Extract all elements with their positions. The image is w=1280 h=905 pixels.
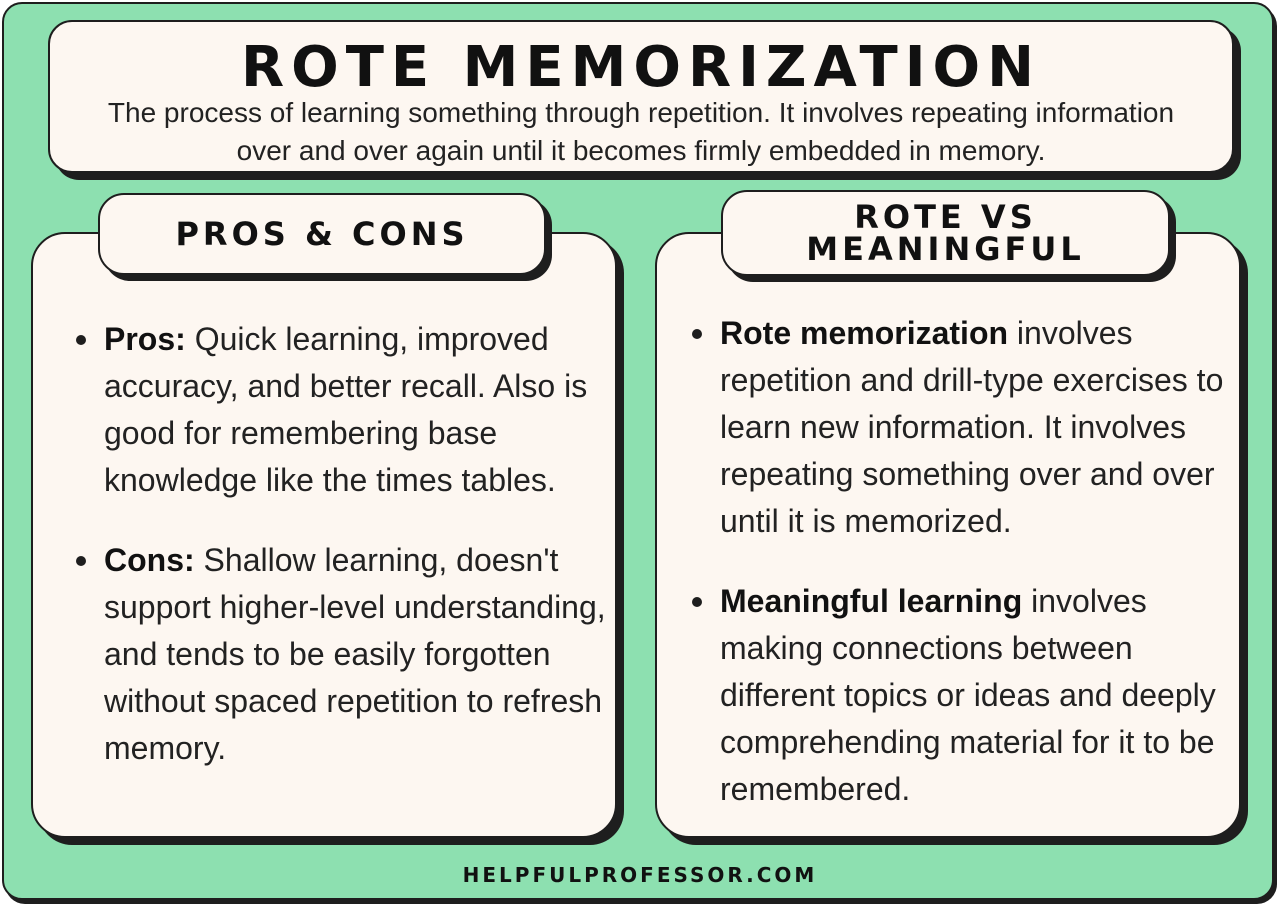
pros-cons-list [58, 316, 624, 805]
list-item [720, 578, 1250, 813]
item-label: Cons: [104, 542, 195, 578]
title-card [48, 20, 1234, 173]
rote-vs-meaningful-heading: ROTE VS MEANINGFUL [721, 190, 1170, 276]
item-label: Pros: [104, 321, 186, 357]
rote-vs-meaningful-list [674, 310, 1250, 846]
item-text: involves making connections between different topics or ideas and deeply comprehending material for it to be remembered. [720, 583, 1216, 807]
page-description: The process of learning something through repetition. It involves repeating information over and over again until it becomes firmly embedded in memory. [107, 97, 1175, 166]
footer-site-link: HELPFULPROFESSOR.COM [462, 863, 818, 887]
page-title: ROTE MEMORIZATION [240, 35, 1042, 100]
item-label: Rote memorization [720, 315, 1009, 351]
item-label: Meaningful learning [720, 583, 1023, 619]
item-text: Quick learning, improved accuracy, and better recall. Also is good for remembering base knowledge like the times tables. [104, 321, 588, 498]
pros-cons-panel [31, 232, 617, 838]
item-text: Shallow learning, doesn't support higher-level understanding, and tends to be easily forgotten without spaced repetition to refresh memory. [104, 542, 606, 766]
pros-cons-heading: PROS & CONS [98, 193, 546, 275]
item-text: involves repetition and drill-type exercises to learn new information. It involves repeating something over and over until it is memorized. [720, 315, 1224, 539]
rote-vs-meaningful-panel [655, 232, 1241, 838]
list-item [104, 316, 624, 504]
list-item [720, 310, 1250, 545]
list-item [104, 537, 624, 772]
